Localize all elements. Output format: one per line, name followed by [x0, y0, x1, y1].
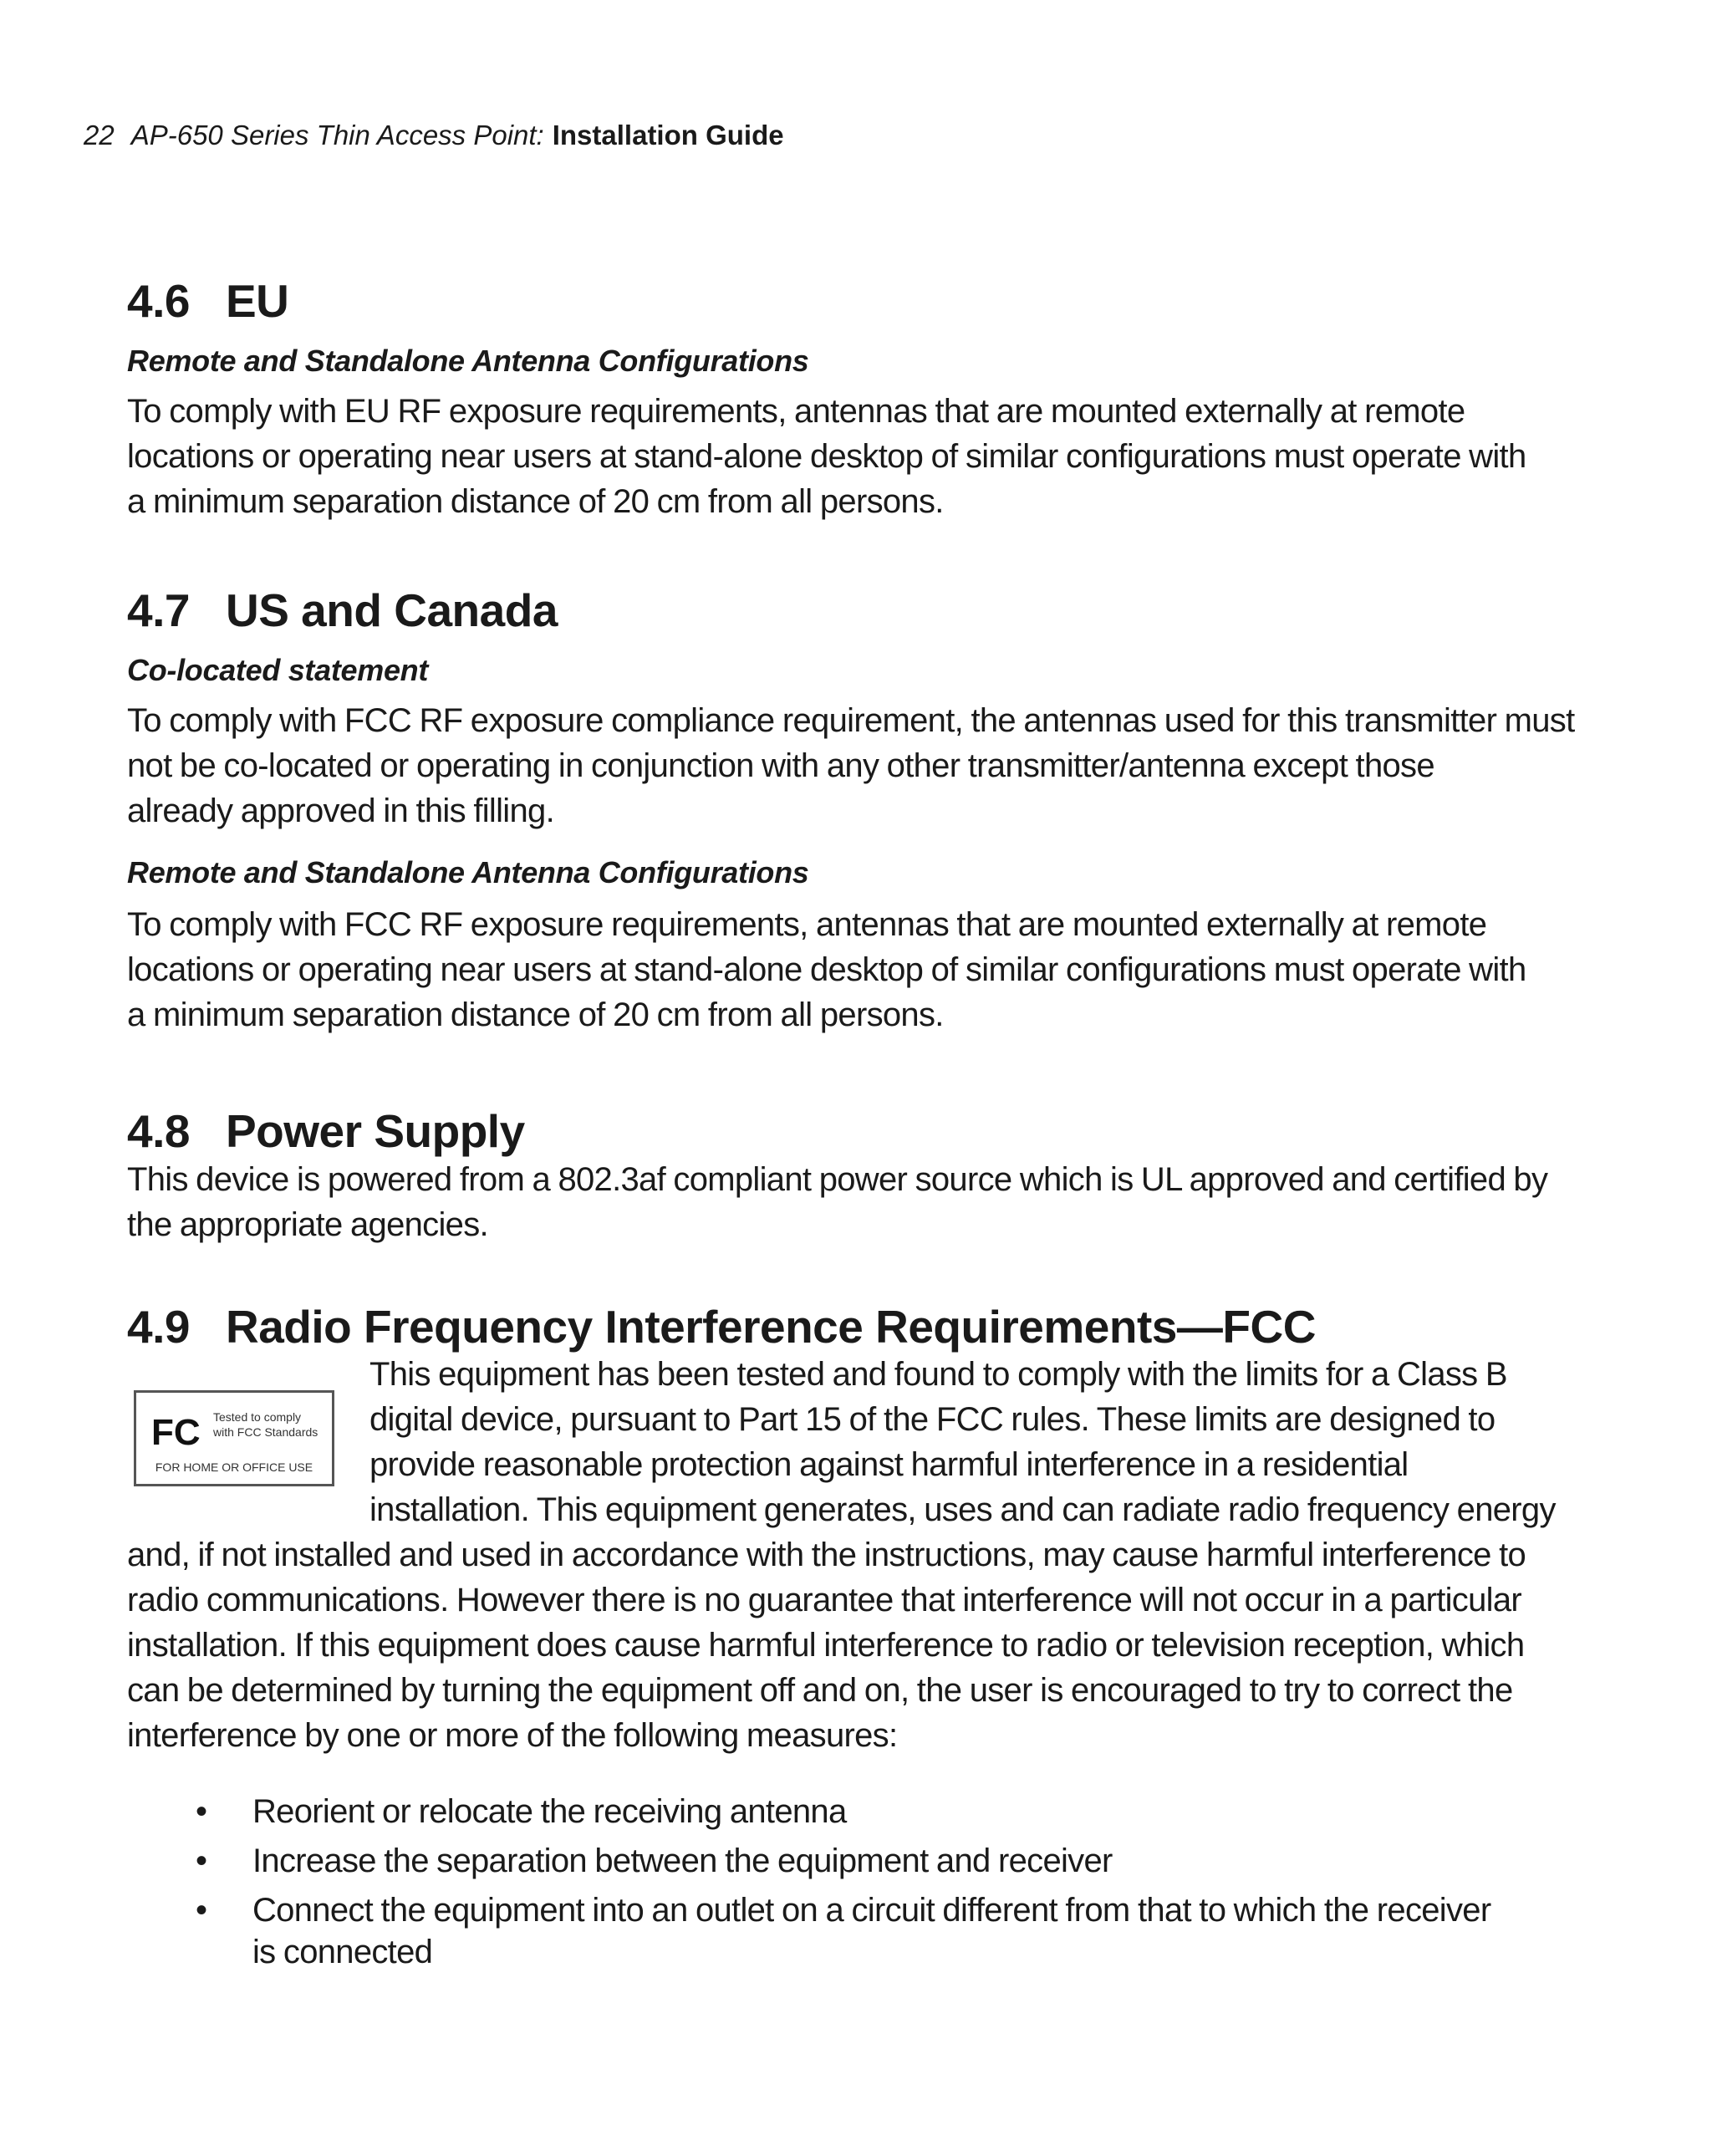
text-line: a minimum separation distance of 20 cm from all persons.	[127, 996, 944, 1033]
document-series: AP-650 Series Thin Access Point:	[130, 120, 544, 150]
section-title: Radio Frequency Interference Requirements—FCC	[226, 1301, 1316, 1353]
fcc-compliance-logo	[134, 1390, 334, 1486]
document-guide-title: Installation Guide	[552, 120, 784, 150]
text-line: installation. If this equipment does cause harmful interference to radio or television reception, which	[127, 1627, 1525, 1664]
text-line: a minimum separation distance of 20 cm from all persons.	[127, 483, 944, 520]
text-line: can be determined by turning the equipment off and on, the user is encouraged to try to correct the	[127, 1672, 1513, 1709]
text-line: locations or operating near users at stand-alone desktop of similar configurations must operate with	[127, 951, 1526, 988]
paragraph-wrapped	[369, 1352, 1556, 1532]
list-item-text: Reorient or relocate the receiving antenna	[252, 1793, 847, 1830]
bullet-icon: •	[196, 1892, 207, 1929]
section-heading	[127, 1102, 1515, 1160]
section-number: 4.6	[127, 275, 190, 327]
paragraph	[127, 389, 1526, 524]
section-title: US and Canada	[226, 584, 558, 636]
section-title: Power Supply	[226, 1105, 525, 1157]
subheading: Remote and Standalone Antenna Configurations	[127, 344, 809, 378]
section-heading	[127, 272, 1515, 330]
measures-list	[127, 1791, 1523, 1973]
text-line: radio communications. However there is no guarantee that interference will not occur in a particular	[127, 1582, 1521, 1618]
text-line: To comply with FCC RF exposure compliance requirement, the antennas used for this transmitter must	[127, 702, 1575, 739]
fcc-tested-line: with FCC Standards	[213, 1425, 318, 1439]
list-item-text: is connected	[252, 1934, 433, 1970]
section-number: 4.8	[127, 1105, 190, 1157]
paragraph	[127, 1157, 1548, 1247]
section-us-canada	[127, 581, 1575, 1037]
text-line: This equipment has been tested and found to comply with the limits for a Class B	[369, 1356, 1507, 1393]
text-line: To comply with FCC RF exposure requirements, antennas that are mounted externally at remote	[127, 906, 1487, 943]
text-line: provide reasonable protection against harmful interference in a residential	[369, 1446, 1409, 1483]
subheading: Co-located statement	[127, 653, 429, 687]
text-line: not be co-located or operating in conjunction with any other transmitter/antenna except those	[127, 747, 1434, 784]
list-item	[127, 1840, 1523, 1882]
text-line: the appropriate agencies.	[127, 1206, 488, 1243]
section-eu	[127, 272, 1526, 524]
section-title: EU	[226, 275, 289, 327]
list-item	[127, 1791, 1523, 1832]
paragraph	[127, 1532, 1526, 1758]
section-number: 4.9	[127, 1301, 190, 1353]
section-heading	[127, 581, 1515, 640]
text-line: To comply with EU RF exposure requirements, antennas that are mounted externally at remote	[127, 393, 1465, 430]
list-item-text: Increase the separation between the equipment and receiver	[252, 1843, 1113, 1879]
bullet-icon: •	[196, 1843, 207, 1879]
list-item	[127, 1889, 1523, 1973]
fcc-mark-icon	[151, 1411, 211, 1450]
bullet-icon: •	[196, 1793, 207, 1830]
subheading: Remote and Standalone Antenna Configurations	[127, 855, 809, 889]
fcc-home-office-text: FOR HOME OR OFFICE USE	[155, 1460, 313, 1474]
list-item-text: Connect the equipment into an outlet on a circuit different from that to which the receiver	[252, 1892, 1491, 1929]
text-line: installation. This equipment generates, uses and can radiate radio frequency energy	[369, 1491, 1556, 1528]
section-number: 4.7	[127, 584, 190, 636]
section-heading	[127, 1297, 1515, 1356]
text-line: already approved in this filling.	[127, 793, 554, 829]
paragraph	[127, 698, 1575, 833]
fcc-mark-text: FC	[151, 1412, 201, 1450]
paragraph	[127, 902, 1526, 1037]
fcc-tested-text	[213, 1409, 318, 1440]
section-power-supply	[127, 1102, 1548, 1247]
fcc-tested-line: Tested to comply	[213, 1410, 302, 1424]
page-number: 22	[84, 120, 115, 150]
text-line: locations or operating near users at stand-alone desktop of similar configurations must operate with	[127, 438, 1526, 475]
text-line: and, if not installed and used in accordance with the instructions, may cause harmful interference to	[127, 1537, 1526, 1573]
text-line: interference by one or more of the following measures:	[127, 1717, 898, 1754]
running-header	[84, 117, 784, 154]
text-line: This device is powered from a 802.3af compliant power source which is UL approved and certified by	[127, 1161, 1548, 1198]
section-rfi-fcc	[127, 1297, 1515, 1356]
text-line: digital device, pursuant to Part 15 of the FCC rules. These limits are designed to	[369, 1401, 1495, 1438]
